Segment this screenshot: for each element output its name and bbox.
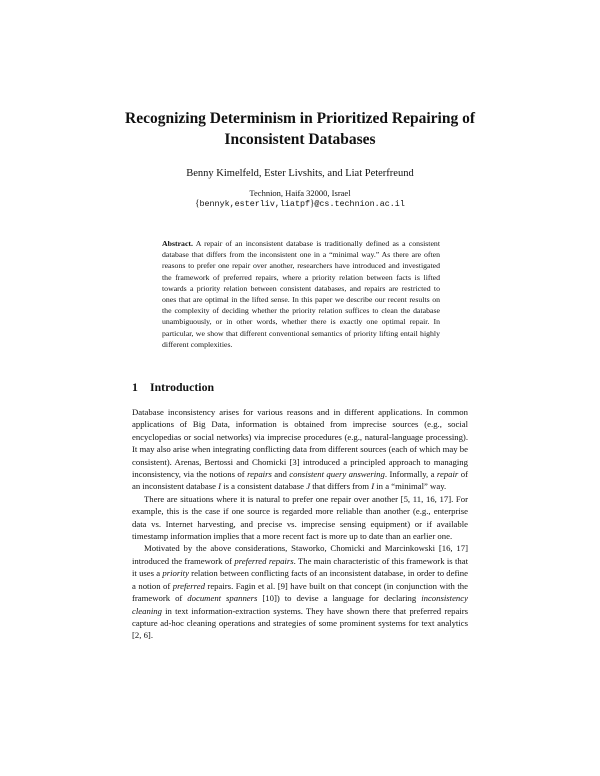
email-brace-open: { — [195, 198, 200, 208]
text-run: and — [271, 469, 290, 480]
emphasis: preferred — [172, 580, 205, 591]
text-run: . Informally, a — [384, 469, 437, 480]
title-line-2: Inconsistent Databases — [224, 131, 376, 148]
email-domain: @cs.technion.ac.il — [314, 199, 405, 209]
emphasis: repairs — [247, 469, 272, 480]
emphasis: inconsistency cleaning — [132, 593, 468, 616]
text-run: in a “minimal” way. — [374, 481, 447, 492]
email-brace-close: } — [310, 198, 315, 208]
emphasis: document spanners — [187, 593, 258, 604]
section-title: Introduction — [150, 380, 215, 394]
abstract-label: Abstract. — [162, 239, 193, 248]
email-usernames: bennyk,esterliv,liatpf — [199, 199, 311, 209]
section-heading-introduction — [132, 380, 214, 395]
emphasis: preferred repairs — [234, 555, 294, 566]
text-run: repairs. Fagin et al. [9] have built on that concept (in conjunction with the framework of — [132, 580, 468, 604]
title-line-1: Recognizing Determinism in Prioritized Repairing of — [125, 110, 475, 127]
abstract-text: A repair of an inconsistent database is traditionally defined as a consistent database that differs from the inconsistent one in a “minimal way.” As there are often reasons to prefer one repair over another, researchers have introduced and investigated the framework of preferred repairs, where a priority relation between facts is lifted towards a priority relation between consistent databases, and repairs are restricted to ones that are optimal in the lifted sense. In this paper we describe our recent results on the complexity of deciding whether the priority relation suffices to clean the database unambiguously, or in other words, whether there is exactly one optimal repair. In particular, we show that different conventional semantics of priority lifting entail highly different complexities. — [162, 239, 440, 349]
author-emails — [100, 198, 500, 209]
affiliation: Technion, Haifa 32000, Israel — [249, 188, 351, 198]
text-run: of an inconsistent database — [132, 469, 468, 492]
intro-paragraph-2: There are situations where it is natural to prefer one repair over another [5, 11, 16, 17]. For example, this is the case if one source is regarded more reliable than another (e.g., enterprise data vs. Internet harvesting, and precise vs. imprecise sensing equipment) or if available timestamp information implies that a more recent fact is more up to date than an earlier one. — [132, 493, 468, 542]
math-symbol: I — [218, 481, 222, 492]
text-run: Motivated by the above considerations, Staworko, Chomicki and Marcinkowski [16, 17] introduced the framework of — [132, 543, 468, 566]
text-run: is a consistent database — [221, 481, 307, 492]
author-list: Benny Kimelfeld, Ester Livshits, and Liat Peterfreund — [186, 168, 414, 179]
intro-paragraph-1 — [132, 406, 468, 493]
text-run: in text information-extraction systems. They have shown there that preferred repairs capture ad-hoc cleaning operations and strategies of some prominent systems for text analytics [2, 6]. — [132, 605, 468, 641]
emphasis: consistent query answering — [289, 469, 385, 480]
math-symbol: I — [371, 481, 375, 492]
intro-paragraph-3 — [132, 542, 468, 641]
introduction-body — [132, 406, 468, 642]
paper-title — [100, 108, 500, 150]
text-run: relation between conflicting facts of an inconsistent database, in order to define a notion of — [132, 568, 468, 591]
text-run: [10]) to devise a language for declaring — [257, 593, 422, 604]
text-run: . The main characteristic of this framework is that it uses a — [132, 555, 468, 579]
section-number: 1 — [132, 380, 138, 394]
emphasis: priority — [162, 568, 189, 579]
emphasis: repair — [436, 469, 459, 480]
math-symbol: J — [306, 481, 311, 492]
text-run: Database inconsistency arises for various reasons and in different applications. In common applications of Big Data, information is obtained from imprecise sources (e.g., social encyclopedias or social networks) via imprecise procedures (e.g., natural-language processing). It may also arise when integrating conflicting data from different sources (each of which may be consistent). Arenas, Bertossi and Chomicki [3] introduced a principled approach to managing inconsistency, via the notions of — [132, 407, 468, 480]
text-run: that differs from — [310, 481, 372, 492]
abstract — [162, 238, 440, 350]
